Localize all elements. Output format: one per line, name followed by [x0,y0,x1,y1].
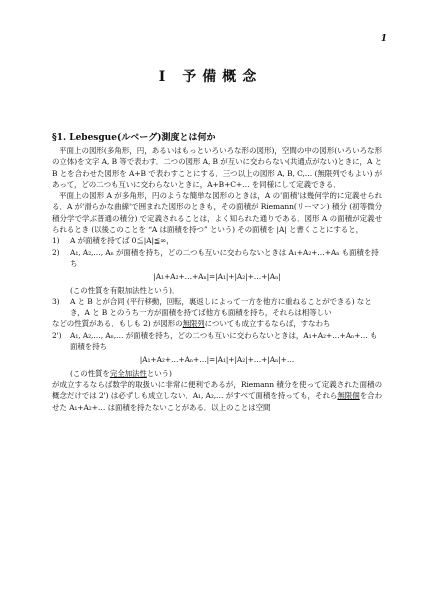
item-text: A と B とが合同 (平行移動，回転，裏返しによって一方を他方に重ねることができる) なとき，A と B とのうち一方が面積を持てば他方も面積を持ち，それらは相等しい [70,296,372,318]
text-run: (この性質を [70,368,110,378]
paragraph-2: 平面上の図形 A が多角形，円のような簡単な図形のときは，A の'面積'は幾何学的に定義せられる．A が'滑らかな曲線'で囲まれた図形のときも，その面積が Riemann(リーマン) 積分 (初等微分積分学で学ぶ普通の積分) で定義されることは，よく知られた通りである．図形 A の面積が定義せられるとき (以後このことを “A は面積を持つ” という) その面積を |A| と書くことにすると， [52,191,382,235]
note-complete-additivity [52,368,382,379]
list-item [52,296,382,319]
item-text: A₁, A₂,…, Aₙ が面積を持ち，どの二つも互いに交わらないときは A₁+A₂+…+Aₙ も面積を持ち [70,247,379,268]
chapter-title: I 予備概念 [158,69,263,85]
text-run: などの性質がある．もしも 2) が図形の [52,319,183,329]
body-text [52,145,382,413]
paragraph-1: 平面上の図形(多角形，円，あるいはもっといろいろな形の図形)，空間の中の図形(いろいろな形の立体)を文字 A, B 等で表わす．二つの図形 A, B が互いに交わらない(共通点がない)ときに，A と B とを合わせた図形を A+B で表わすことにする．三つ以上の図形 A, B, C,… (無限列でもよい) があって，どの二つも互いに交わらないときに，A+B+C+… を同様にして定義できる． [52,146,382,189]
formula-complete-additivity: |A₁+A₂+…+Aₙ+…|=|A₁|+|A₂|+…+|Aₙ|+… [139,355,295,365]
text-run: についても成立するならば，すなわち [204,319,331,329]
section-title: §1. Lebesgue(ルベーグ)測度とは何か [52,133,216,143]
note-finite-additivity: (この性質を有限加法性という)． [70,285,180,295]
item-label: 1) [52,236,60,246]
item-label: 3) [52,296,60,306]
paragraph-3 [52,318,382,329]
list-item [52,330,382,353]
text-run: が成立するならば数学的取扱いに非常に便利であるが，Riemann 積分を使って定義された面積の概念だけでは 2') は必ずしも成立しない．A₁, A₂,… がすべて面積を持っても，それら [52,379,382,401]
list-item [52,235,382,246]
paragraph-4 [52,379,382,413]
page-number: 1 [380,34,387,44]
list-item [52,247,382,270]
formula-finite-additivity: |A₁+A₂+…+Aₙ|=|A₁|+|A₂|+…+|Aₙ| [153,272,281,282]
item-text: A が面積を持てば 0≦|A|≦∞， [70,236,174,246]
item-text: A₁, A₂,…, Aₙ,… が面積を持ち，どの二つも互いに交わらないときは，A₁+A₂+…+Aₙ+… も面積を持ち [70,330,378,352]
underlined-text: 完全加法性 [109,368,147,378]
text-run: を合わせた A₁+A₂+… は面積を持たないことがある．以上のことは空間 [52,391,382,412]
text-run: という) [146,368,172,378]
item-label: 2') [52,330,62,340]
underlined-text: 無限個 [337,391,360,401]
underlined-text: 無限列 [182,319,205,329]
item-label: 2) [52,247,60,257]
